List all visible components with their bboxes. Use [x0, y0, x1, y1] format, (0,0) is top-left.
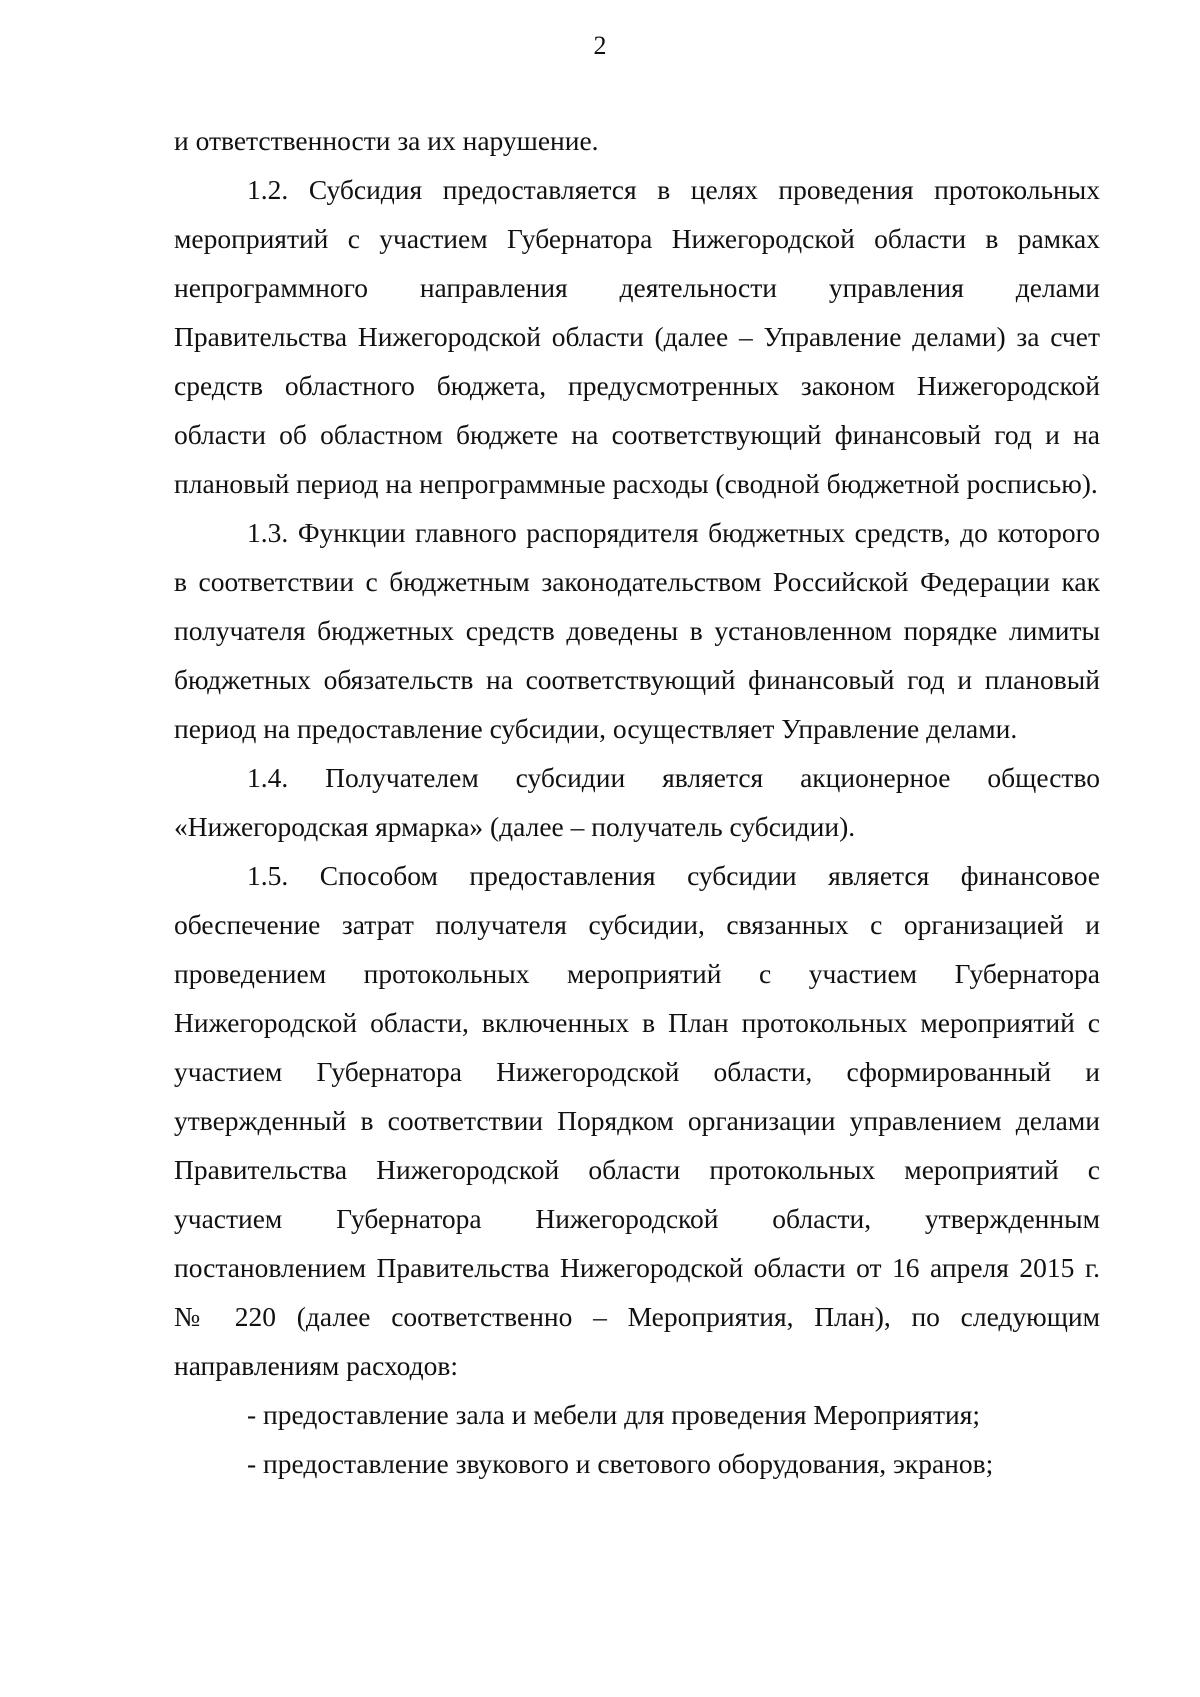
paragraph-1-4: 1.4. Получателем субсидии является акционерное общество «Нижегородская ярмарка» (далее – получатель субсидии).	[174, 762, 1100, 842]
page-number: 2	[593, 31, 607, 60]
document-body	[174, 116, 1100, 1488]
paragraph-1-3: 1.3. Функции главного распорядителя бюджетных средств, до которого в соответствии с бюджетным законодательством Российской Федерации как получателя бюджетных средств доведены в установленном порядке лимиты бюджетных обязательств на соответствующий финансовый год и плановый период на предоставление субсидии, осуществляет Управление делами.	[174, 517, 1100, 744]
list-item-sound-light-equipment: - предоставление звукового и светового оборудования, экранов;	[247, 1448, 994, 1479]
paragraph-continuation: и ответственности за их нарушение.	[174, 125, 599, 156]
list-item-hall-furniture: - предоставление зала и мебели для проведения Мероприятия;	[247, 1399, 980, 1430]
paragraph-1-2: 1.2. Субсидия предоставляется в целях проведения протокольных мероприятий с участием Губернатора Нижегородской области в рамках непрограммного направления деятельности управления делами Правительства Нижегородской области (далее – Управление делами) за счет средств областного бюджета, предусмотренных законом Нижегородской области об областном бюджете на соответствующий финансовый год и на плановый период на непрограммные расходы (сводной бюджетной росписью).	[174, 174, 1100, 499]
paragraph-1-5: 1.5. Способом предоставления субсидии является финансовое обеспечение затрат получателя субсидии, связанных с организацией и проведением протокольных мероприятий с участием Губернатора Нижегородской области, включенных в План протокольных мероприятий с участием Губернатора Нижегородской области, сформированный и утвержденный в соответствии Порядком организации управлением делами Правительства Нижегородской области протокольных мероприятий с участием Губернатора Нижегородской области, утвержденным постановлением Правительства Нижегородской области от 16 апреля 2015 г. № 220 (далее соответственно – Мероприятия, План), по следующим направлениям расходов:	[174, 860, 1100, 1381]
